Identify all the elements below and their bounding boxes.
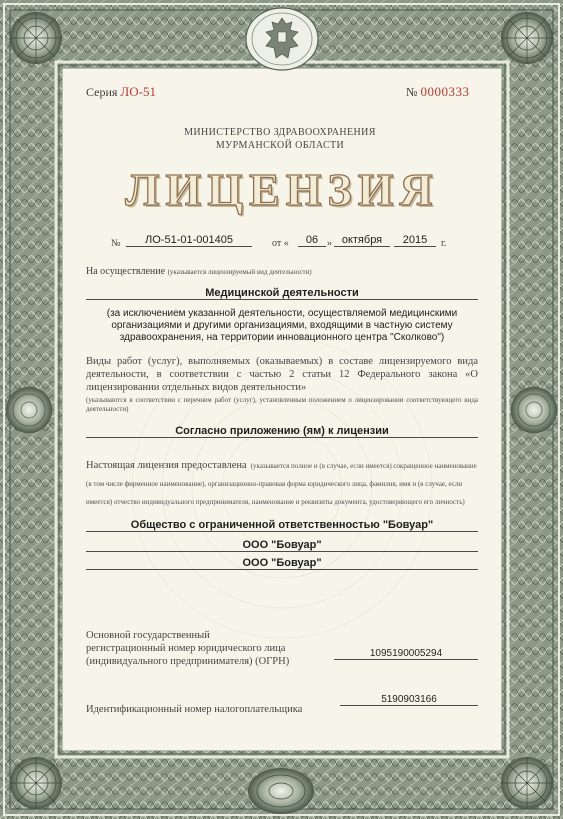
series-value: ЛО-51 — [120, 84, 156, 99]
reg-month: октября — [334, 234, 390, 247]
org-short-name: ООО "Бовуар" — [86, 539, 478, 552]
inn-label: Идентификационный номер налогоплательщика — [86, 704, 303, 715]
reg-no-label: № — [111, 238, 121, 249]
granted-hint: (указывается полное и (в случае, если имеется) сокращенное наименование (в том числе фирменное наименование), организационно-правовая форма юридического лица, фамилия, имя и (в случае, если имеется) отчество индивидуального предпринимателя, наименование и реквизиты документа, удостоверяющего его личность) — [86, 462, 477, 506]
works-hint: (указываются в соответствии с перечнем работ (услуг), установленным положением о лицензировании соответствующего вида деятельности) — [86, 396, 478, 413]
activity-value: Медицинской деятельности — [86, 287, 478, 300]
rosette-ornament-icon — [246, 766, 316, 816]
number-line — [406, 84, 469, 100]
works-text: Виды работ (услуг), выполняемых (оказываемых) в составе лицензируемого вида деятельности, в соответствии с частью 2 статьи 12 Федерального закона «О лицензировании отдельных видов деятельности» — [86, 356, 478, 393]
ogrn-label-line-2: регистрационный номер юридического лица — [86, 643, 286, 654]
ministry-header — [100, 126, 460, 152]
granted-label: Настоящая лицензия предоставлена — [86, 460, 247, 471]
reg-from-label: от « — [272, 238, 289, 249]
reg-day: 06 — [298, 234, 326, 247]
reg-no-value: ЛО-51-01-001405 — [126, 234, 252, 247]
ministry-line-2: МУРМАНСКОЙ ОБЛАСТИ — [215, 140, 345, 151]
exclusion-note: (за исключением указанной деятельности, осуществляемой медицинскими организациями и другими организациями, входящими в частную систему здравоохранения, на территории инновационного центра "Сколково") — [106, 308, 458, 343]
org-full-name: Общество с ограниченной ответственностью "Бовуар" — [86, 519, 478, 532]
reg-year-suffix: г. — [441, 238, 447, 249]
works-value: Согласно приложению (ям) к лицензии — [86, 425, 478, 438]
activity-row — [86, 266, 312, 277]
number-sign: № — [406, 85, 418, 99]
ogrn-label-line-3: (индивидуального предпринимателя) (ОГРН) — [86, 656, 290, 667]
rosette-ornament-icon — [4, 385, 54, 435]
org-brand-name: ООО "Бовуар" — [86, 557, 478, 570]
rosette-ornament-icon — [8, 10, 64, 66]
ministry-line-1: МИНИСТЕРСТВО ЗДРАВООХРАНЕНИЯ — [184, 127, 376, 138]
activity-hint: (указывается лицензируемый вид деятельности) — [167, 268, 312, 276]
rosette-ornament-icon — [499, 10, 555, 66]
rosette-ornament-icon — [509, 385, 559, 435]
number-value: 0000333 — [420, 84, 470, 99]
series-label: Серия — [86, 85, 118, 99]
rosette-ornament-icon — [499, 755, 555, 811]
ogrn-label-line-1: Основной государственный — [86, 630, 210, 641]
document-title: ЛИЦЕНЗИЯ — [125, 164, 439, 215]
ogrn-value: 1095190005294 — [334, 648, 478, 660]
series-line — [86, 84, 156, 100]
granted-block — [86, 455, 478, 509]
rosette-ornament-icon — [8, 755, 64, 811]
coat-of-arms-icon — [244, 6, 320, 72]
reg-year: 2015 — [394, 234, 436, 247]
activity-label: На осуществление — [86, 266, 166, 277]
reg-close-quote: » — [327, 238, 332, 249]
ogrn-label — [86, 629, 289, 668]
inn-value: 5190903166 — [340, 694, 478, 706]
